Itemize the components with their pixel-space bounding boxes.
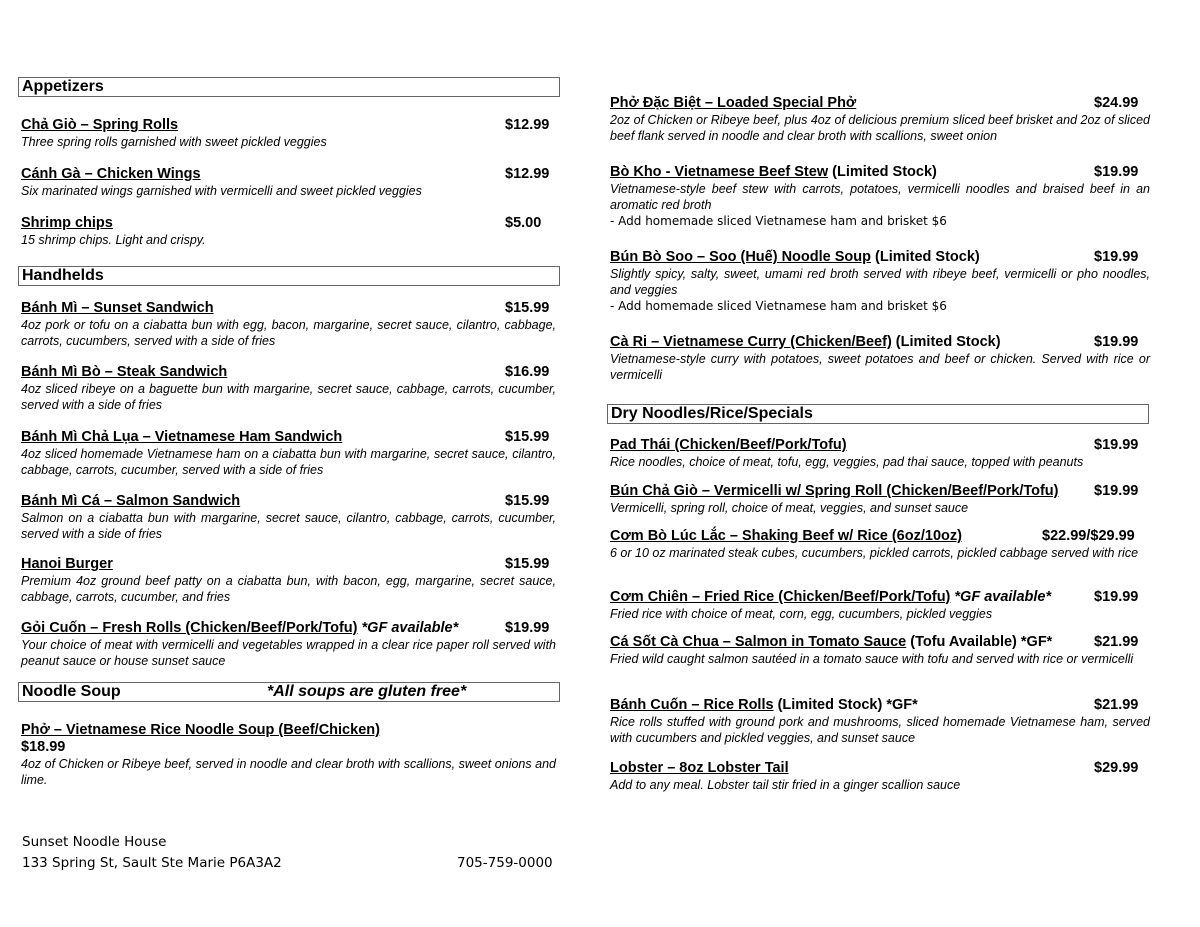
item-name: Bánh Cuốn – Rice Rolls (610, 697, 774, 713)
item-price: $22.99/$29.99 (1042, 528, 1135, 544)
item-name: Pad Thái (Chicken/Beef/Pork/Tofu) (610, 437, 847, 453)
stock-note: (Limited Stock) (891, 334, 1001, 350)
gf-note: (Tofu Available) *GF* (906, 634, 1053, 650)
menu-item (607, 483, 1154, 516)
handhelds-header: Handhelds (18, 266, 560, 286)
menu-item (607, 697, 1154, 746)
item-price: $19.99 (505, 620, 550, 636)
menu-item (607, 528, 1154, 561)
item-price: $19.99 (1094, 164, 1139, 180)
item-price: $21.99 (1094, 634, 1139, 650)
item-price: $16.99 (505, 364, 550, 380)
menu-item (18, 493, 560, 542)
restaurant-name: Sunset Noodle House (22, 834, 167, 850)
item-name: Cà Ri – Vietnamese Curry (Chicken/Beef) (610, 334, 892, 350)
item-name: Bánh Mì – Sunset Sandwich (21, 300, 214, 316)
menu-item (18, 215, 560, 248)
item-price: $24.99 (1094, 95, 1139, 111)
item-description: 15 shrimp chips. Light and crispy. (21, 233, 206, 247)
item-addon: - Add homemade sliced Vietnamese ham and brisket $6 (610, 299, 947, 313)
item-name: Chả Giò – Spring Rolls (21, 117, 179, 133)
item-description: Vietnamese-style curry with potatoes, sweet potatoes and beef or chicken. Served with rice or vermicelli (610, 352, 1150, 382)
item-price: $12.99 (505, 117, 550, 133)
item-description: Rice noodles, choice of meat, tofu, egg, veggies, pad thai sauce, topped with peanuts (610, 455, 1084, 469)
item-price: $19.99 (1094, 334, 1139, 350)
item-name: Cá Sốt Cà Chua – Salmon in Tomato Sauce (610, 634, 907, 650)
item-description: Vietnamese-style beef stew with carrots, potatoes, vermicelli noodles and braised beef in an aromatic red broth (610, 182, 1150, 212)
item-description: Rice rolls stuffed with ground pork and mushrooms, sliced homemade Vietnamese ham, served with cucumbers and pickled veggies, and sunset sauce (610, 715, 1150, 745)
item-description: Six marinated wings garnished with vermicelli and sweet pickled veggies (21, 184, 422, 198)
restaurant-phone: 705-759-0000 (457, 855, 553, 871)
menu-item (18, 556, 560, 605)
menu-item (18, 166, 560, 199)
item-price: $12.99 (505, 166, 550, 182)
item-description: Fried wild caught salmon sautéed in a tomato sauce with tofu and served with rice or vermicelli (610, 652, 1134, 666)
stock-note: (Limited Stock) (870, 249, 980, 265)
menu-item (18, 364, 560, 413)
item-description: Your choice of meat with vermicelli and vegetables wrapped in a clear rice paper roll served with peanut sauce or house sunset sauce (21, 638, 556, 668)
item-price: $29.99 (1094, 760, 1139, 776)
noodle-soup-header: Noodle Soup *All soups are gluten free* (18, 682, 560, 702)
item-description: Three spring rolls garnished with sweet pickled veggies (21, 135, 327, 149)
item-price: $15.99 (505, 556, 550, 572)
appetizers-header: Appetizers (18, 77, 560, 97)
item-name: Shrimp chips (21, 215, 113, 231)
item-price: $19.99 (1094, 589, 1139, 605)
item-description: 4oz sliced ribeye on a baguette bun with margarine, secret sauce, cabbage, carrots, cucumber, served with a side of fries (21, 382, 556, 412)
item-price: $19.99 (1094, 437, 1139, 453)
menu-item (607, 164, 1154, 230)
item-addon: - Add homemade sliced Vietnamese ham and brisket $6 (610, 214, 947, 228)
item-name: Cánh Gà – Chicken Wings (21, 166, 201, 182)
item-price: $18.99 (21, 739, 66, 755)
dry-noodles-header: Dry Noodles/Rice/Specials (607, 404, 1149, 424)
item-name: Bánh Mì Bò – Steak Sandwich (21, 364, 228, 380)
menu-item (607, 760, 1154, 793)
item-name: Lobster – 8oz Lobster Tail (610, 760, 789, 776)
item-name: Phở Đặc Biệt – Loaded Special Phở (610, 95, 857, 111)
gf-note: *GF available* (357, 620, 459, 636)
item-price: $19.99 (1094, 249, 1139, 265)
restaurant-address: 133 Spring St, Sault Ste Marie P6A3A2 (22, 855, 282, 871)
item-description: 2oz of Chicken or Ribeye beef, plus 4oz of delicious premium sliced beef brisket and 2oz of sliced beef flank served in noodle and clear broth with scallions, sweet onion (610, 113, 1150, 143)
menu-item (18, 722, 560, 788)
item-description: Fried rice with choice of meat, corn, egg, cucumbers, pickled veggies (610, 607, 993, 621)
item-description: Slightly spicy, salty, sweet, umami red broth served with ribeye beef, vermicelli or pho noodles, and veggies (610, 267, 1150, 297)
menu-item (18, 300, 560, 349)
item-price: $21.99 (1094, 697, 1139, 713)
stock-note: (Limited Stock) (828, 164, 937, 180)
menu-item (607, 589, 1154, 622)
item-description: Add to any meal. Lobster tail stir fried in a ginger scallion sauce (610, 778, 961, 792)
item-name: Bún Chả Giò – Vermicelli w/ Spring Roll (Chicken/Beef/Pork/Tofu) (610, 483, 1059, 499)
item-price: $15.99 (505, 429, 550, 445)
menu-item (18, 620, 560, 669)
item-name: Bò Kho - Vietnamese Beef Stew (610, 164, 829, 180)
gluten-free-note: *All soups are gluten free* (267, 683, 467, 700)
item-name: Hanoi Burger (21, 556, 113, 572)
item-description: 6 or 10 oz marinated steak cubes, cucumbers, pickled carrots, pickled cabbage served with rice (610, 546, 1139, 560)
menu-item (18, 429, 560, 478)
menu-item (18, 117, 560, 150)
menu-item (607, 95, 1154, 144)
menu-item (607, 634, 1154, 667)
item-price: $15.99 (505, 300, 550, 316)
item-name: Bánh Mì Cá – Salmon Sandwich (21, 493, 241, 509)
stock-note: (Limited Stock) *GF* (773, 697, 918, 713)
menu-item (607, 249, 1154, 315)
item-description: Salmon on a ciabatta bun with margarine, secret sauce, cilantro, cabbage, carrots, cucumber, served with a side of fries (21, 511, 556, 541)
item-price: $15.99 (505, 493, 550, 509)
item-name: Bún Bò Soo – Soo (Huế) Noodle Soup (610, 249, 871, 265)
item-description: Premium 4oz ground beef patty on a ciabatta bun, with bacon, egg, margarine, secret sauce, cabbage, carrots, cucumber, and fries (21, 574, 556, 604)
item-price: $19.99 (1094, 483, 1139, 499)
menu-item (607, 334, 1154, 383)
item-name: Bánh Mì Chả Lụa – Vietnamese Ham Sandwich (21, 429, 343, 445)
item-name: Phở – Vietnamese Rice Noodle Soup (Beef/Chicken) (21, 722, 380, 738)
item-name: Gỏi Cuốn – Fresh Rolls (Chicken/Beef/Pork/Tofu) (21, 620, 358, 636)
item-description: 4oz of Chicken or Ribeye beef, served in noodle and clear broth with scallions, sweet onions and lime. (21, 757, 556, 787)
item-price: $5.00 (505, 215, 542, 231)
item-name: Cơm Bò Lúc Lắc – Shaking Beef w/ Rice (6oz/10oz) (610, 528, 962, 544)
item-description: Vermicelli, spring roll, choice of meat, veggies, and sunset sauce (610, 501, 969, 515)
item-description: 4oz sliced homemade Vietnamese ham on a ciabatta bun with margarine, secret sauce, cilantro, cabbage, carrots, cucumber, served with a side of fries (21, 447, 556, 477)
gf-note: *GF available* (950, 589, 1052, 605)
item-name: Cơm Chiên – Fried Rice (Chicken/Beef/Pork/Tofu) (610, 589, 951, 605)
menu-item (607, 437, 1154, 470)
item-description: 4oz pork or tofu on a ciabatta bun with egg, bacon, margarine, secret sauce, cilantro, cabbage, carrots, cucumbers, served with a side of fries (21, 318, 556, 348)
